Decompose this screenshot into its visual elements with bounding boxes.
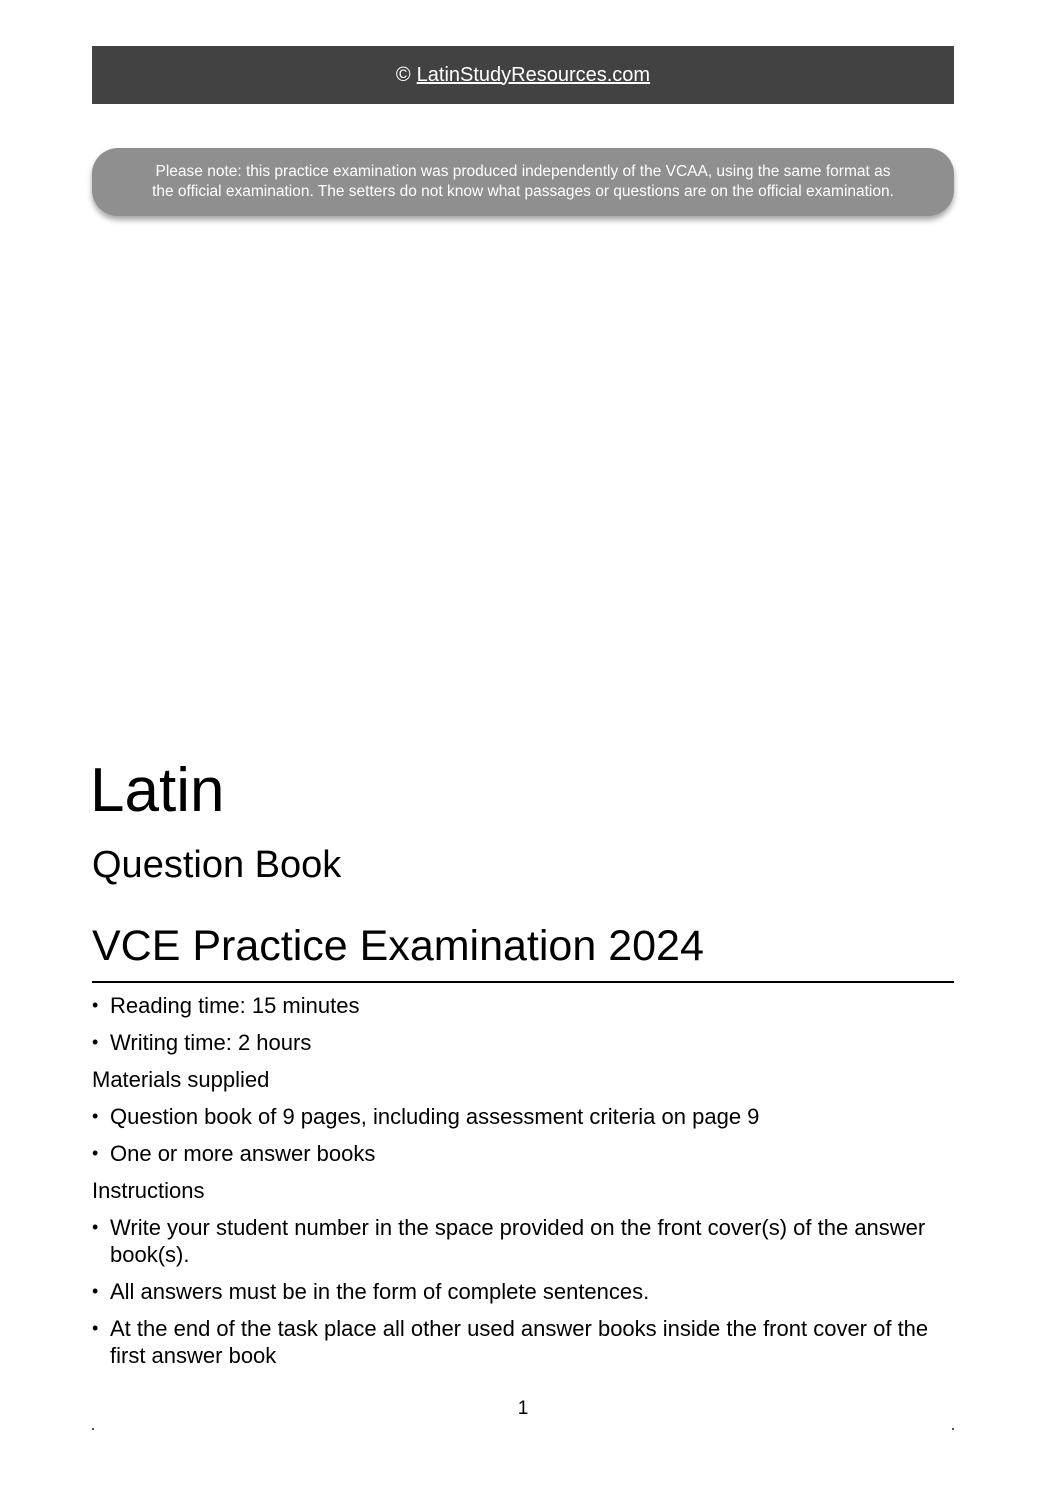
subject-title: Latin xyxy=(90,756,225,825)
book-title: Question Book xyxy=(92,844,342,886)
exam-details xyxy=(92,992,962,1379)
notice-line-1: Please note: this practice examination was produced independently of the VCAA, using the same format as xyxy=(155,163,891,180)
instruction-item: • At the end of the task place all other used answer books inside the front cover of the first answer book xyxy=(92,1315,962,1369)
copyright-symbol: © xyxy=(395,63,411,86)
crop-mark-left xyxy=(92,1428,94,1430)
copyright-banner xyxy=(92,46,954,104)
materials-item: • Question book of 9 pages, including assessment criteria on page 9 xyxy=(92,1103,962,1130)
notice-line-2: the official examination. The setters do not know what passages or questions are on the official examination. xyxy=(152,183,894,200)
materials-heading: Materials supplied xyxy=(92,1067,270,1092)
page-number: 1 xyxy=(517,1398,529,1419)
materials-item: • One or more answer books xyxy=(92,1140,962,1167)
reading-time-item: • Reading time: 15 minutes xyxy=(92,992,962,1019)
crop-mark-right xyxy=(952,1428,954,1430)
instruction-item: • Write your student number in the space provided on the front cover(s) of the answer book(s). xyxy=(92,1214,962,1268)
title-divider xyxy=(92,981,954,983)
instruction-item: • All answers must be in the form of complete sentences. xyxy=(92,1278,962,1305)
disclaimer-notice xyxy=(92,148,954,216)
writing-time-item: • Writing time: 2 hours xyxy=(92,1029,962,1056)
exam-title: VCE Practice Examination 2024 xyxy=(92,922,704,970)
instructions-heading: Instructions xyxy=(92,1178,205,1203)
site-link[interactable]: LatinStudyResources.com xyxy=(416,63,651,86)
